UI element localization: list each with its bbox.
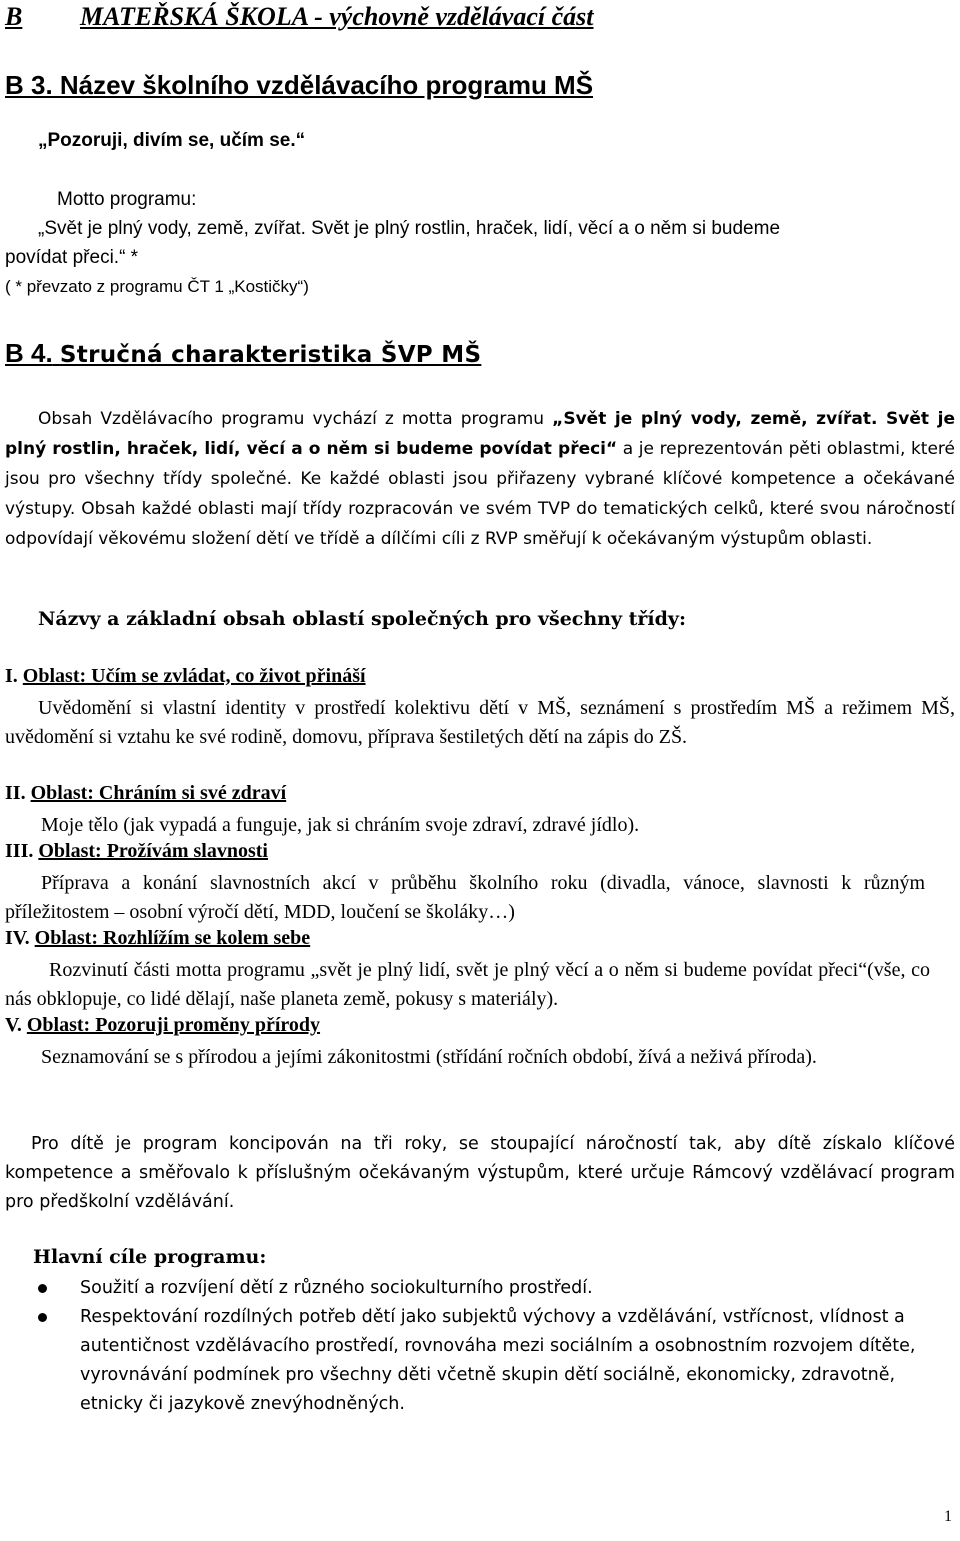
motto-line-2: povídat přeci.“ * <box>5 247 139 268</box>
motto-note: ( * převzato z programu ČT 1 „Kostičky“) <box>5 277 309 296</box>
b3-heading: B 3. Název školního vzdělávacího programu MŠ <box>5 70 594 100</box>
section-title: MATEŘSKÁ ŠKOLA - výchovně vzdělávací část <box>80 2 594 31</box>
area-4-heading <box>5 927 310 950</box>
motto-line-1: „Svět je plný vody, země, zvířat. Svět je plný rostlin, hraček, lidí, věcí a o něm si budeme <box>38 218 781 239</box>
section-letter: B <box>5 2 23 31</box>
b4-intro-motto: „Svět je plný vody, země, zvířat. Svět je plný rostlin, hraček, lidí, věcí a o něm si budeme povídat přeci“ <box>5 409 955 459</box>
b4-intro-part1: Obsah Vzdělávacího programu vychází z motta programu <box>38 409 553 429</box>
b4-intro-part2: a je reprezentován pěti oblastmi, které jsou pro všechny třídy společné. Ke každé oblasti jsou přiřazeny vybrané klíčové kompetence a očekávané výstupy. Obsah každé oblasti mají třídy rozpracován ve svém TVP do tematických celků, které svou náročností odpovídají věkovému složení dětí ve třídě a dílčími cíli z RVP směřují k očekávaným výstupům oblasti. <box>5 439 955 549</box>
area-4-title: Oblast: Rozhlížím se kolem sebe <box>34 927 311 949</box>
b4-intro-paragraph <box>5 404 955 554</box>
b4-heading <box>5 338 481 369</box>
page-number: 1 <box>944 1508 952 1525</box>
motto-label: Motto programu: <box>57 189 197 210</box>
goal-item-2: Respektování rozdílných potřeb dětí jako subjektů výchovy a vzdělávání, vstřícnost, vlídnost a autentičnost vzdělávacího prostředí, rovnováha mezi sociálním a osobnostním rozvojem dítěte, vyrovnávání podmínek pro všechny děti včetně skupin dětí sociálně, ekonomicky, zdravotně, etnicky či jazykově znevýhodněných. <box>80 1307 916 1414</box>
area-2-title: Oblast: Chráním si své zdraví <box>30 782 287 804</box>
area-3-heading <box>5 840 268 863</box>
b4-title: Stručná charakteristika ŠVP MŠ <box>59 342 482 368</box>
area-1-text: Uvědomění si vlastní identity v prostředí kolektivu dětí v MŠ, seznámení s prostředím MŠ a režimem MŠ, uvědomění si vztahu ke své rodině, domovu, příprava šestiletých dětí na zápis do ZŠ. <box>5 697 955 748</box>
goals-heading: Hlavní cíle programu: <box>33 1246 267 1268</box>
bullet-icon <box>38 1313 47 1322</box>
area-5-heading <box>5 1014 320 1037</box>
area-3-number: III. <box>5 840 34 862</box>
areas-heading: Názvy a základní obsah oblastí společných pro všechny třídy: <box>38 608 686 630</box>
area-1-heading <box>5 665 366 688</box>
area-3-text: Příprava a konání slavnostních akcí v průběhu školního roku (divadla, vánoce, slavnosti k různým příležitostem – osobní výročí dětí, MDD, loučení se školáky…) <box>5 872 925 923</box>
area-2-number: II. <box>5 782 26 804</box>
area-5-title: Oblast: Pozoruji proměny přírody <box>26 1014 321 1036</box>
area-2-heading <box>5 782 286 805</box>
area-4-number: IV. <box>5 927 30 949</box>
area-4-text: Rozvinutí části motta programu „svět je plný lidí, svět je plný věcí a o něm si budeme povídat přeci“(vše, co nás obklopuje, co lidé dělají, naše planeta země, pokusy s materiály). <box>5 959 930 1010</box>
area-1-number: I. <box>5 665 18 687</box>
program-paragraph: Pro dítě je program koncipován na tři roky, se stoupající náročností tak, aby dítě získalo klíčové kompetence a směřovalo k příslušným očekávaným výstupům, které určuje Rámcový vzdělávací program pro předškolní vzdělávání. <box>5 1134 955 1212</box>
program-name: „Pozoruji, divím se, učím se.“ <box>38 130 306 151</box>
area-5-number: V. <box>5 1014 22 1036</box>
area-3-title: Oblast: Prožívám slavnosti <box>38 840 268 862</box>
bullet-icon <box>38 1284 47 1293</box>
area-2-text: Moje tělo (jak vypadá a funguje, jak si chráním svoje zdraví, zdravé jídlo). <box>41 814 640 836</box>
area-1-title: Oblast: Učím se zvládat, co život přináší <box>22 665 366 687</box>
goal-item-1: Soužití a rozvíjení dětí z různého sociokulturního prostředí. <box>80 1278 593 1298</box>
area-5-text: Seznamování se s přírodou a jejími zákonitostmi (střídání ročních období, žívá a neživá příroda). <box>41 1046 817 1068</box>
b4-number: B 4. <box>5 338 53 368</box>
